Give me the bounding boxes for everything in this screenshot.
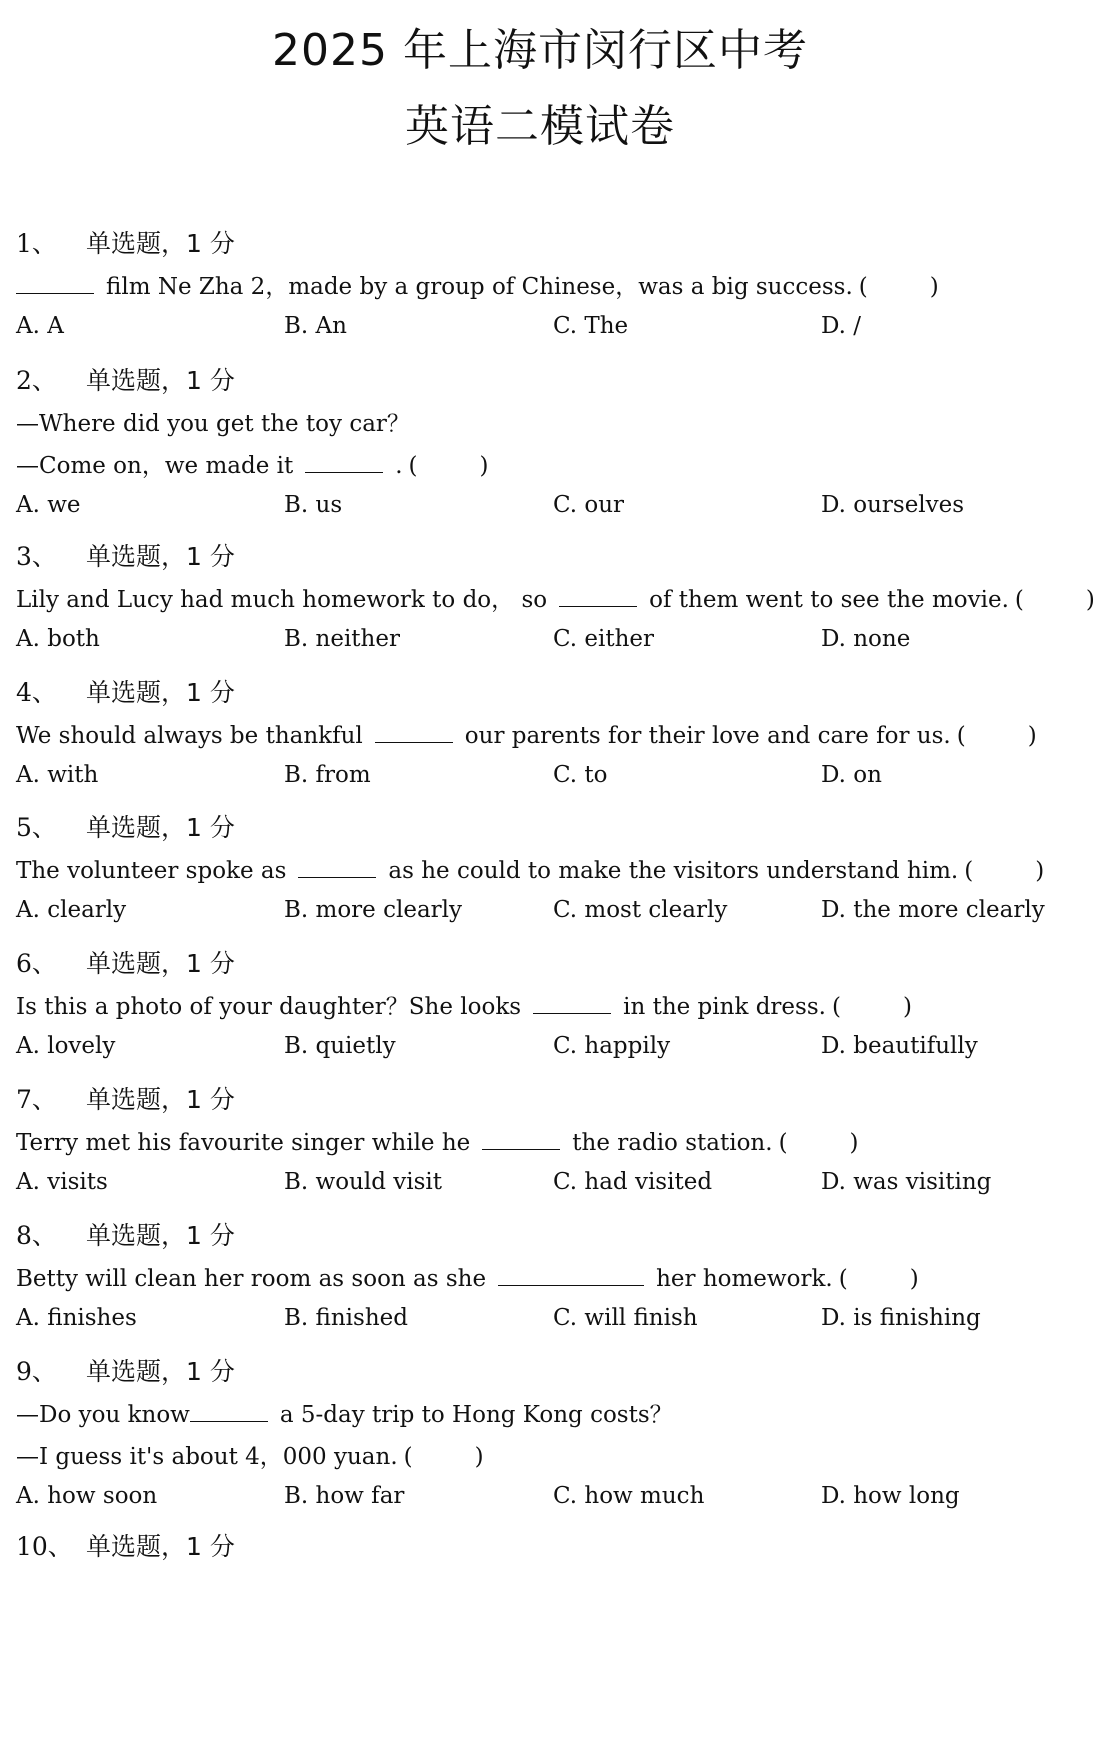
stem-text: The volunteer spoke as xyxy=(16,858,287,884)
option-a[interactable]: A. lovely xyxy=(16,1033,116,1059)
question-stem-line xyxy=(16,1436,1066,1478)
answer-blank[interactable] xyxy=(482,1129,560,1150)
bracket-open: ( xyxy=(838,1266,848,1292)
question-header xyxy=(16,1210,1066,1258)
option-d[interactable]: D. on xyxy=(821,762,882,788)
answer-bracket[interactable] xyxy=(404,1444,484,1470)
question-type: 单选题，1 分 xyxy=(86,1221,235,1250)
bracket-open: ( xyxy=(831,994,841,1020)
question-type: 单选题，1 分 xyxy=(86,949,235,978)
options-row xyxy=(16,1300,1066,1338)
bracket-close: ) xyxy=(479,453,489,479)
question-header xyxy=(16,1346,1066,1394)
question-type: 单选题，1 分 xyxy=(86,542,235,571)
stem-text: —Where did you get the toy car？ xyxy=(16,411,410,437)
stem-text: the radio station. xyxy=(572,1130,773,1156)
question-2 xyxy=(16,355,1066,525)
question-number: 4、 xyxy=(16,678,57,707)
question-stem-line xyxy=(16,1258,1066,1300)
question-type: 单选题，1 分 xyxy=(86,1085,235,1114)
bracket-close: ) xyxy=(909,1266,919,1292)
question-type: 单选题，1 分 xyxy=(86,229,235,258)
option-b[interactable]: B. neither xyxy=(284,626,400,652)
question-4 xyxy=(16,667,1066,795)
option-d[interactable]: D. none xyxy=(821,626,911,652)
question-stem-line xyxy=(16,445,1066,487)
stem-text: —I guess it's about 4，000 yuan. xyxy=(16,1444,398,1470)
bracket-open: ( xyxy=(1014,587,1024,613)
option-d[interactable]: D. how long xyxy=(821,1483,960,1509)
question-header xyxy=(16,355,1066,403)
option-d[interactable]: D. ourselves xyxy=(821,492,965,518)
question-number: 6、 xyxy=(16,949,57,978)
question-5 xyxy=(16,802,1066,930)
option-b[interactable]: B. how far xyxy=(284,1483,405,1509)
question-number: 9、 xyxy=(16,1357,57,1386)
option-b[interactable]: B. from xyxy=(284,762,371,788)
question-number: 10、 xyxy=(16,1532,73,1561)
stem-text: our parents for their love and care for us. xyxy=(464,723,951,749)
question-header xyxy=(16,218,1066,266)
option-a[interactable]: A. with xyxy=(16,762,99,788)
options-row xyxy=(16,757,1066,795)
option-b[interactable]: B. would visit xyxy=(284,1169,443,1195)
option-a[interactable]: A. visits xyxy=(16,1169,108,1195)
answer-blank[interactable] xyxy=(559,586,637,607)
answer-bracket[interactable] xyxy=(839,1266,919,1292)
answer-blank[interactable] xyxy=(298,857,376,878)
bracket-close: ) xyxy=(1035,858,1045,884)
answer-blank[interactable] xyxy=(190,1401,268,1422)
question-type: 单选题，1 分 xyxy=(86,813,235,842)
bracket-open: ( xyxy=(403,1444,413,1470)
bracket-open: ( xyxy=(956,723,966,749)
options-row xyxy=(16,1478,1066,1516)
stem-text: in the pink dress. xyxy=(623,994,826,1020)
exam-title-line1: 2025 年上海市闵行区中考 xyxy=(272,25,808,76)
answer-blank[interactable] xyxy=(533,993,611,1014)
bracket-close: ) xyxy=(902,994,912,1020)
answer-bracket[interactable] xyxy=(779,1130,859,1156)
question-stem-line xyxy=(16,1122,1066,1164)
option-a[interactable]: A. both xyxy=(16,626,100,652)
option-b[interactable]: B. finished xyxy=(284,1305,408,1331)
stem-text: Lily and Lucy had much homework to do， so xyxy=(16,587,548,613)
question-10 xyxy=(16,1521,1066,1569)
question-stem-line xyxy=(16,986,1066,1028)
options-row xyxy=(16,621,1066,659)
question-3 xyxy=(16,531,1095,659)
options-row xyxy=(16,1164,1066,1202)
stem-text: as he could to make the visitors understand him. xyxy=(388,858,959,884)
question-number: 8、 xyxy=(16,1221,57,1250)
option-d[interactable]: D. / xyxy=(821,313,861,339)
question-stem-line xyxy=(16,266,1066,308)
answer-bracket[interactable] xyxy=(1015,587,1095,613)
answer-bracket[interactable] xyxy=(859,274,939,300)
exam-title-line2: 英语二模试卷 xyxy=(405,101,675,152)
stem-text: a 5-day trip to Hong Kong costs？ xyxy=(279,1402,673,1428)
stem-text: of them went to see the movie. xyxy=(649,587,1009,613)
bracket-open: ( xyxy=(858,274,868,300)
question-9 xyxy=(16,1346,1066,1516)
answer-bracket[interactable] xyxy=(409,453,489,479)
option-c[interactable]: C. had visited xyxy=(553,1169,713,1195)
question-number: 3、 xyxy=(16,542,57,571)
option-a[interactable]: A. A xyxy=(16,313,64,339)
options-row xyxy=(16,1028,1066,1066)
question-stem-line xyxy=(16,850,1066,892)
option-a[interactable]: A. how soon xyxy=(16,1483,158,1509)
option-c[interactable]: C. how much xyxy=(553,1483,705,1509)
option-b[interactable]: B. more clearly xyxy=(284,897,463,923)
option-a[interactable]: A. clearly xyxy=(16,897,127,923)
option-d[interactable]: D. is finishing xyxy=(821,1305,981,1331)
question-header xyxy=(16,667,1066,715)
option-d[interactable]: D. beautifully xyxy=(821,1033,978,1059)
question-header xyxy=(16,938,1066,986)
question-stem-line xyxy=(16,1394,1066,1436)
bracket-close: ) xyxy=(1085,587,1095,613)
bracket-close: ) xyxy=(929,274,939,300)
question-6 xyxy=(16,938,1066,1066)
stem-text: film Ne Zha 2，made by a group of Chinese，was a big success. xyxy=(106,274,853,300)
stem-text: Terry met his favourite singer while he xyxy=(16,1130,471,1156)
answer-blank[interactable] xyxy=(16,273,94,294)
question-number: 2、 xyxy=(16,366,57,395)
answer-blank[interactable] xyxy=(498,1265,644,1286)
option-a[interactable]: A. we xyxy=(16,492,81,518)
options-row xyxy=(16,892,1066,930)
question-1 xyxy=(16,218,1066,346)
stem-text: . xyxy=(395,453,403,479)
answer-bracket[interactable] xyxy=(964,858,1044,884)
bracket-open: ( xyxy=(964,858,974,884)
question-type: 单选题，1 分 xyxy=(86,1357,235,1386)
stem-text: Betty will clean her room as soon as she xyxy=(16,1266,487,1292)
options-row xyxy=(16,308,1066,346)
stem-text: We should always be thankful xyxy=(16,723,363,749)
answer-bracket[interactable] xyxy=(957,723,1037,749)
question-header xyxy=(16,1521,1066,1569)
option-a[interactable]: A. finishes xyxy=(16,1305,137,1331)
question-type: 单选题，1 分 xyxy=(86,1532,235,1561)
bracket-close: ) xyxy=(849,1130,859,1156)
option-b[interactable]: B. quietly xyxy=(284,1033,396,1059)
bracket-close: ) xyxy=(1027,723,1037,749)
question-stem-line xyxy=(16,403,1066,445)
option-c[interactable]: C. either xyxy=(553,626,655,652)
option-c[interactable]: C. will finish xyxy=(553,1305,698,1331)
question-type: 单选题，1 分 xyxy=(86,678,235,707)
option-c[interactable]: C. our xyxy=(553,492,625,518)
stem-text: —Do you know xyxy=(16,1402,190,1428)
question-header xyxy=(16,1074,1066,1122)
question-number: 5、 xyxy=(16,813,57,842)
bracket-close: ) xyxy=(474,1444,484,1470)
question-header xyxy=(16,531,1066,579)
bracket-open: ( xyxy=(408,453,418,479)
option-b[interactable]: B. us xyxy=(284,492,343,518)
options-row xyxy=(16,487,1066,525)
question-number: 1、 xyxy=(16,229,57,258)
question-number: 7、 xyxy=(16,1085,57,1114)
question-header xyxy=(16,802,1066,850)
stem-text: —Come on，we made it xyxy=(16,453,294,479)
answer-bracket[interactable] xyxy=(832,994,912,1020)
question-stem-line xyxy=(16,579,1095,621)
stem-text: Is this a photo of your daughter？She looks xyxy=(16,994,522,1020)
option-d[interactable]: D. was visiting xyxy=(821,1169,992,1195)
option-c[interactable]: C. The xyxy=(553,313,629,339)
question-stem-line xyxy=(16,715,1066,757)
option-c[interactable]: C. most clearly xyxy=(553,897,728,923)
option-c[interactable]: C. to xyxy=(553,762,608,788)
question-7 xyxy=(16,1074,1066,1202)
option-c[interactable]: C. happily xyxy=(553,1033,671,1059)
question-8 xyxy=(16,1210,1066,1338)
option-b[interactable]: B. An xyxy=(284,313,347,339)
question-type: 单选题，1 分 xyxy=(86,366,235,395)
bracket-open: ( xyxy=(778,1130,788,1156)
answer-blank[interactable] xyxy=(375,722,453,743)
option-d[interactable]: D. the more clearly xyxy=(821,897,1045,923)
stem-text: her homework. xyxy=(656,1266,833,1292)
answer-blank[interactable] xyxy=(305,452,383,473)
